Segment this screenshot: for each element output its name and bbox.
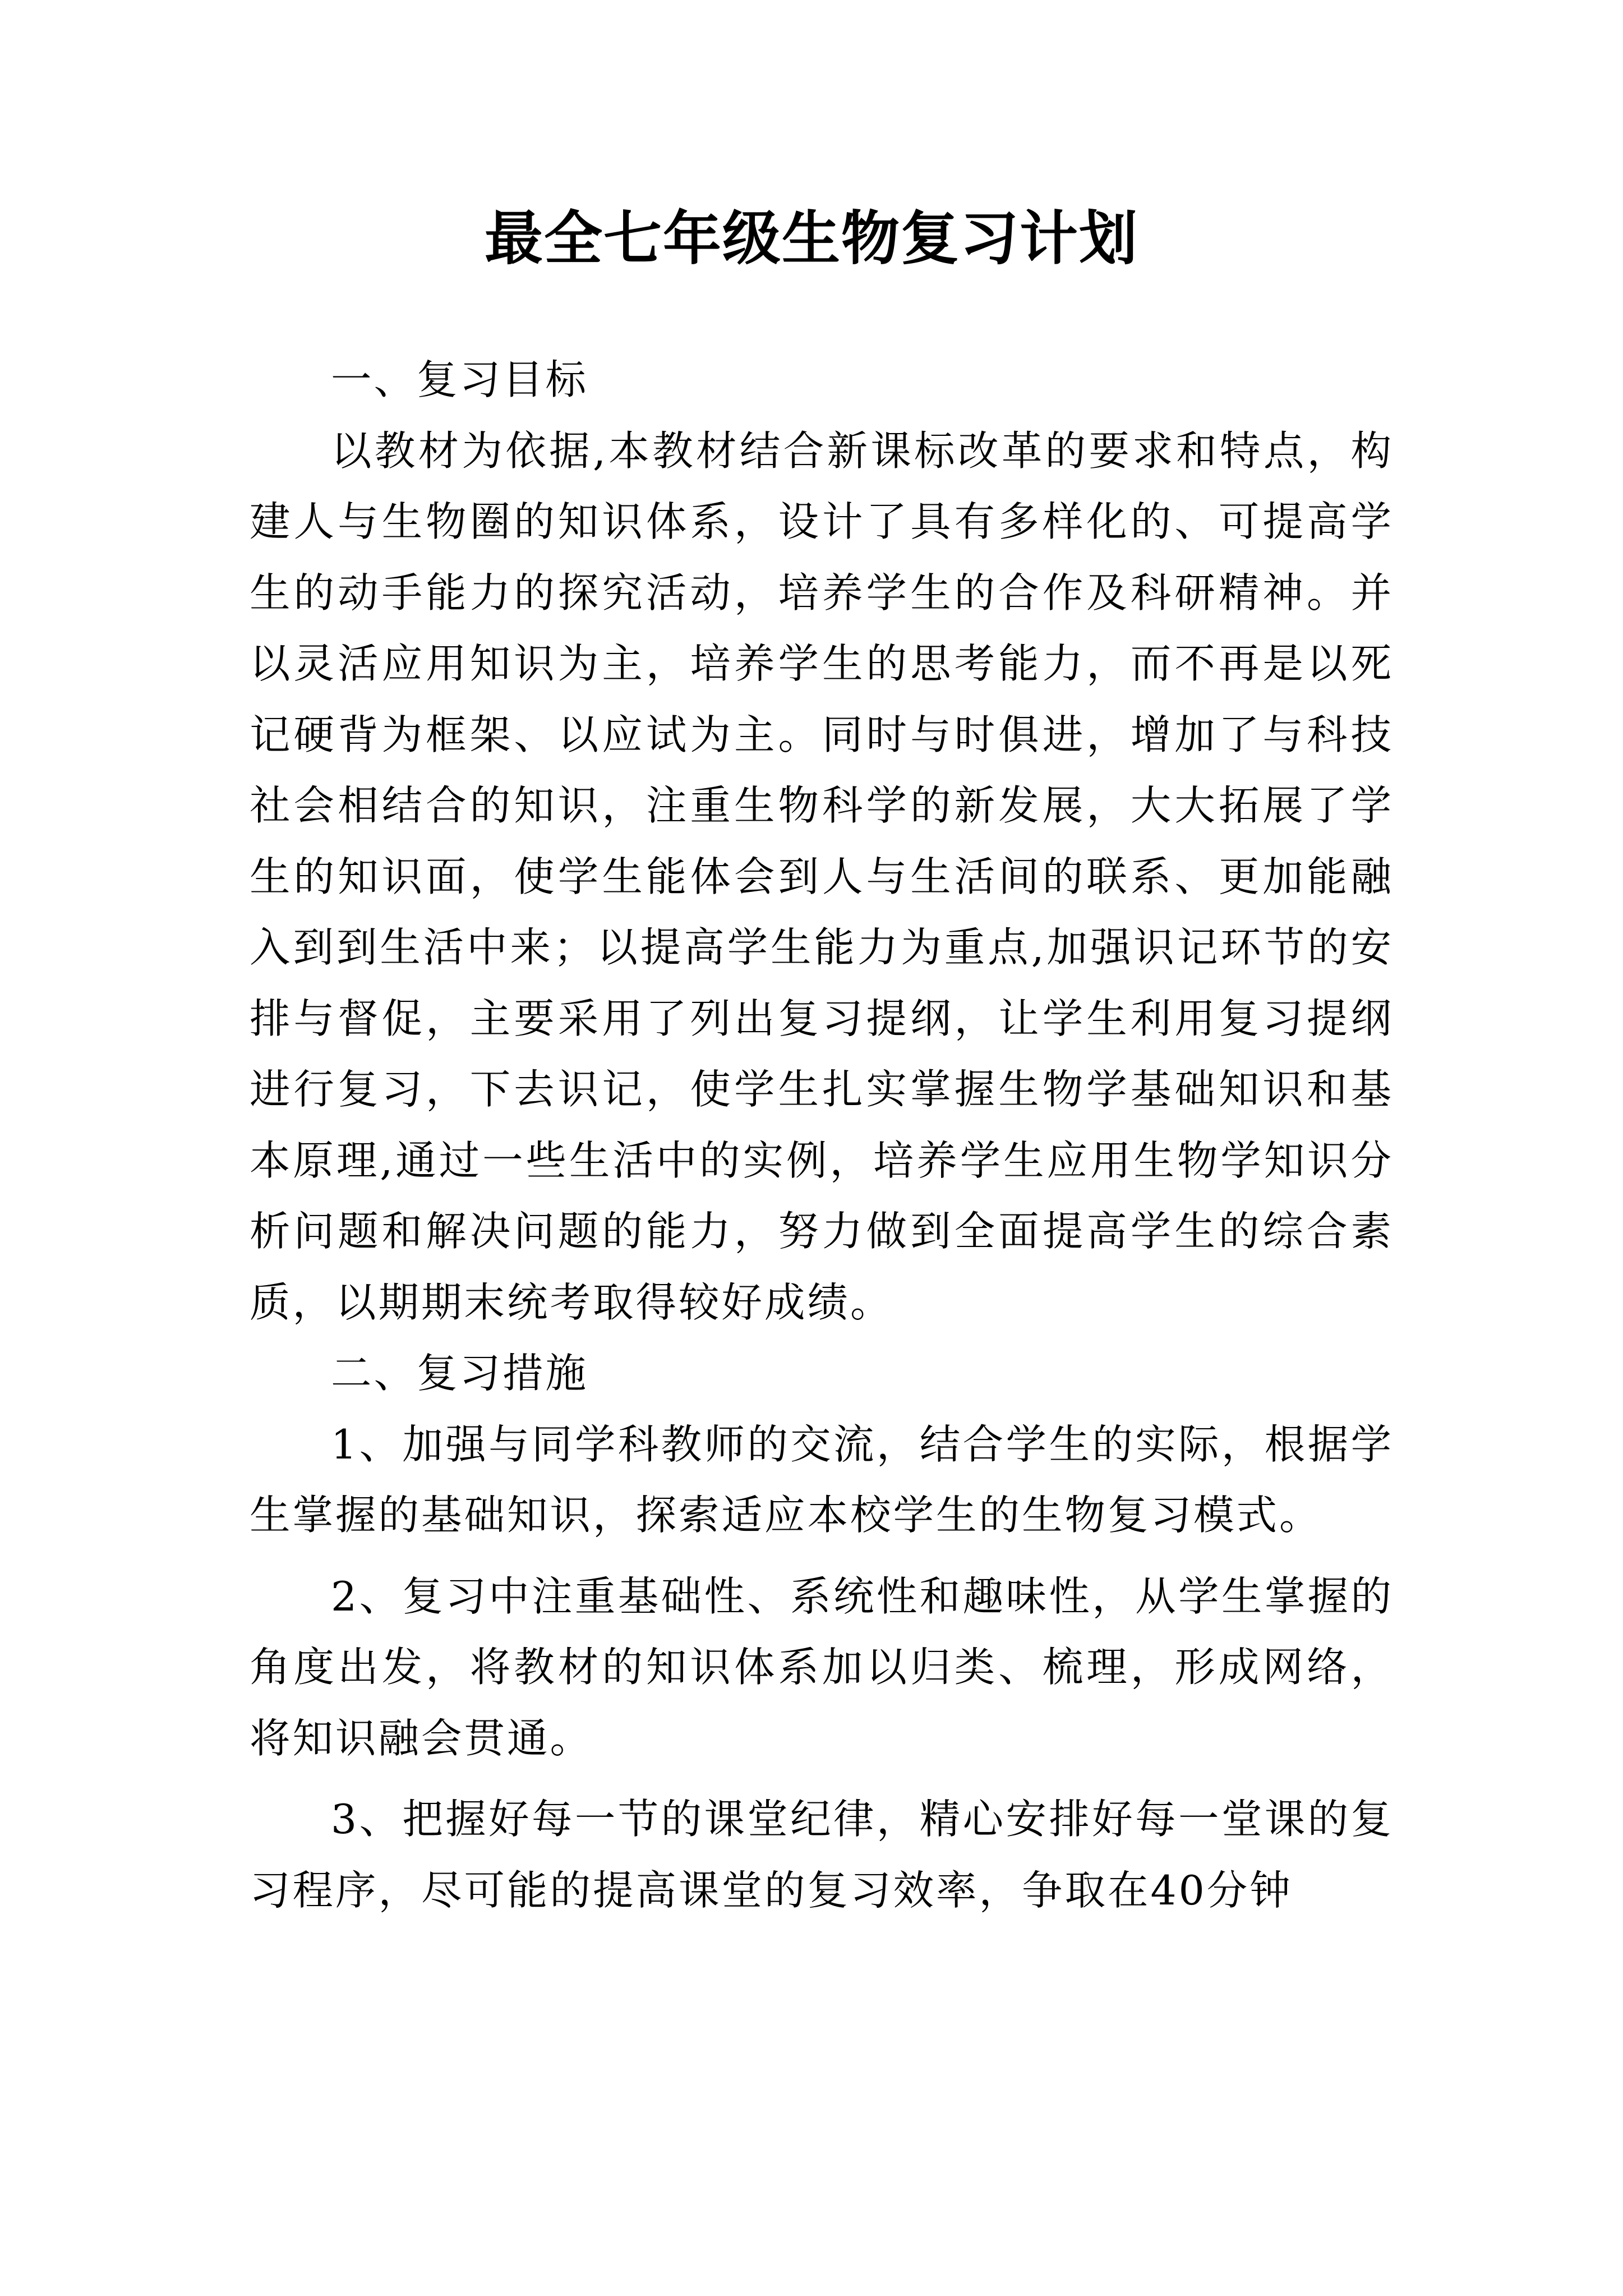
section-heading-goals: 一、复习目标	[331, 357, 588, 404]
measure-item-1: 1、加强与同学科教师的交流，结合学生的实际，根据学生掌握的基础知识，探索适应本校学生的生物复习模式。	[250, 1421, 1394, 1539]
section-heading-measures: 二、复习措施	[331, 1350, 588, 1397]
measure-item-2: 2、复习中注重基础性、系统性和趣味性，从学生掌握的角度出发，将教材的知识体系加以归类、梳理，形成网络，将知识融会贯通。	[250, 1573, 1394, 1763]
document-body	[250, 345, 1394, 1926]
measure-item-3: 3、把握好每一节的课堂纪律，精心安排好每一堂课的复习程序，尽可能的提高课堂的复习效率，争取在40分钟	[250, 1796, 1394, 1915]
document-title: 最全七年级生物复习计划	[484, 204, 1138, 273]
section-paragraph-goals: 以教材为依据,本教材结合新课标改革的要求和特点，构建人与生物圈的知识体系，设计了具有多样化的、可提高学生的动手能力的探究活动，培养学生的合作及科研精神。并以灵活应用知识为主，培养学生的思考能力，而不再是以死记硬背为框架、以应试为主。同时与时俱进，增加了与科技社会相结合的知识，注重生物科学的新发展，大大拓展了学生的知识面，使学生能体会到人与生活间的联系、更加能融入到到生活中来；以提高学生能力为重点,加强识记环节的安排与督促，主要采用了列出复习提纲，让学生利用复习提纲进行复习，下去识记，使学生扎实掌握生物学基础知识和基本原理,通过一些生活中的实例，培养学生应用生物学知识分析问题和解决问题的能力，努力做到全面提高学生的综合素质，以期期末统考取得较好成绩。	[250, 427, 1394, 1327]
